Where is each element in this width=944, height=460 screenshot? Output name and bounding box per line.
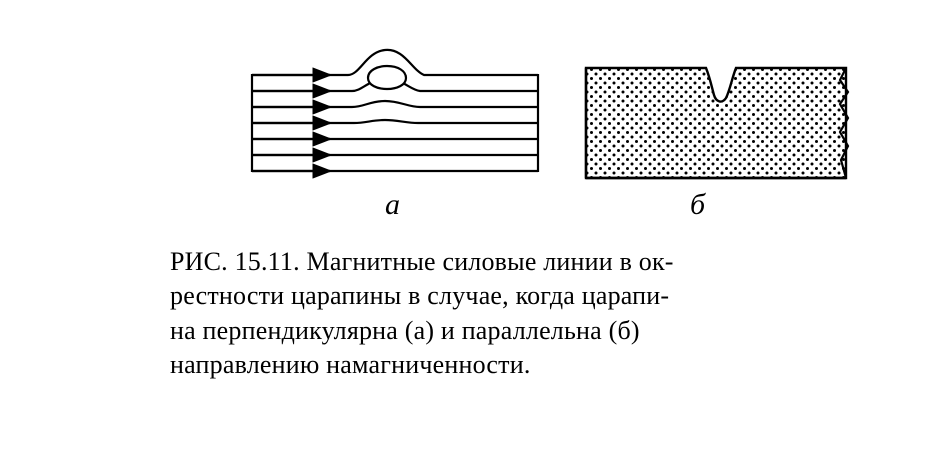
caption-line-4: направлению намагниченности. (170, 349, 531, 379)
panel-b-block (586, 68, 848, 178)
panel-label-a: а (385, 188, 400, 221)
panel-label-b: б (690, 188, 706, 221)
caption-line-3: на перпендикулярна (а) и параллельна (б) (170, 315, 640, 345)
panel-a-field-lines (252, 50, 538, 172)
caption-line-1: РИС. 15.11. Магнитные силовые линии в ок- (170, 247, 674, 276)
figure-caption (170, 245, 890, 382)
caption-line-2: рестности царапины в случае, когда царапи- (170, 281, 670, 311)
